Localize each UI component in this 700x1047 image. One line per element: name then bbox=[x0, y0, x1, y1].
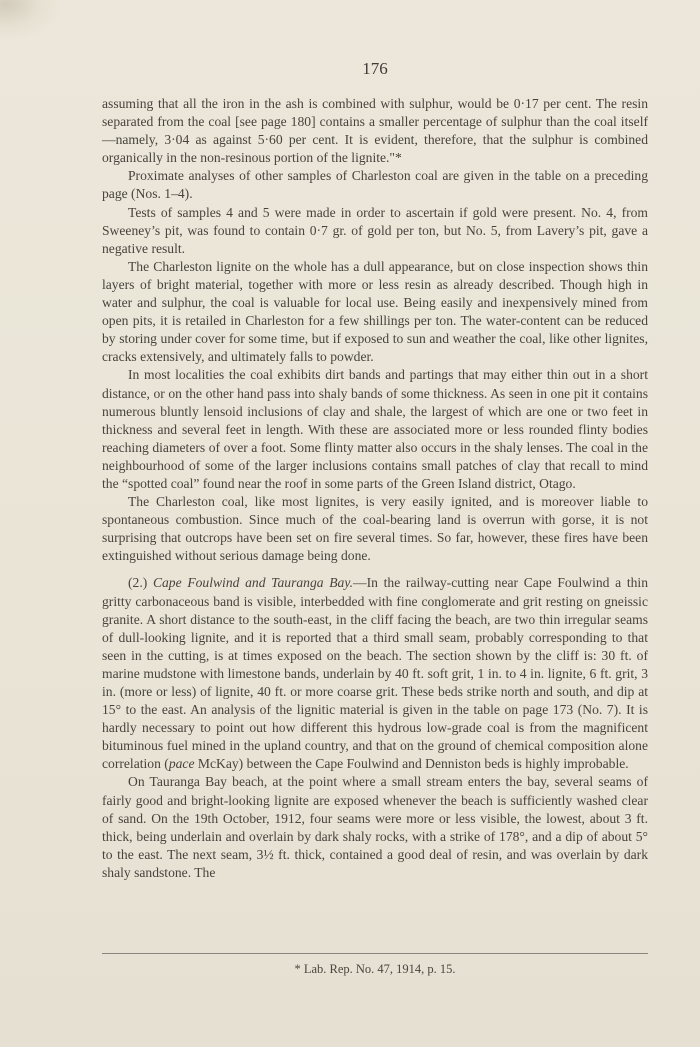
paper-stain bbox=[0, 0, 60, 40]
paragraph-proximate-analyses: Proximate analyses of other samples of Charleston coal are given in the table on a preceding page (Nos. 1–4). bbox=[102, 168, 648, 202]
paragraph-lignite-appearance: The Charleston lignite on the whole has a dull appearance, but on close inspection shows thin layers of bright material, together with more or less resin as already described. Though high in water and sulphur, the coal is valuable for local use. Being easily and inexpensively mined from open pits, it is retailed in Charleston for a few shillings per ton. The water-content can be reduced by storing under cover for some time, but if exposed to sun and weather the coal, like other lignites, cracks extensively, and ultimately falls to powder. bbox=[102, 258, 648, 365]
pace-word: pace bbox=[168, 756, 195, 772]
paragraph-tauranga-bay: On Tauranga Bay beach, at the point where a small stream enters the bay, several seams of fairly good and bright-looking lignite are exposed whenever the beach is sufficiently washed clear of sand. On the 19th October, 1912, four seams were more or less visible, the lowest, about 3 ft. thick, being underlain and overlain by dark shaly rocks, with a strike of 178°, and a dip of about 5° to the east. The next seam, 3½ ft. thick, contained a good deal of resin, and was overlain by dark shaly sandstone. The bbox=[102, 774, 648, 880]
section-heading: Cape Foulwind and Tauranga Bay. bbox=[152, 575, 354, 591]
footnote: * Lab. Rep. No. 47, 1914, p. 15. bbox=[294, 962, 456, 976]
paragraph-combustion: The Charleston coal, like most lignites, is very easily ignited, and is moreover liable to spontaneous combustion. Since much of the coal-bearing land is overrun with gorse, it is not surprising that outcrops have been set on fire several times. So far, however, these fires have been extinguished without serious damage being done. bbox=[102, 494, 648, 564]
body-text bbox=[102, 95, 648, 882]
section-text-part2: McKay) between the Cape Foulwind and Denniston beds is highly improbable. bbox=[194, 756, 629, 772]
section-text-part1: —In the railway-cutting near Cape Foulwind a thin gritty carbonaceous band is visible, interbedded with fine conglomerate and grit resting on gneissic granite. A short distance to the south-east, in the cliff facing the beach, are two thin irregular seams of dull-looking lignite, and it is reported that a third small seam, probably corresponding to that seen in the cutting, is at times exposed on the beach. The section shown by the cliff is: 30 ft. of marine mudstone with limestone bands, underlain by 40 ft. soft grit, 1 in. to 4 in. lignite, 6 ft. grit, 3 in. (more or less) of lignite, 40 ft. or more coarse grit. These beds strike north and south, and dip at 15° to the east. An analysis of the lignitic material is given in the table on page 173 (No. 7). It is hardly necessary to point out how different this hydrous low-grade coal is from the magnificent bituminous fuel mined in the upland country, and that on the ground of chemical composition alone correlation ( bbox=[102, 575, 648, 772]
paragraph-gold-tests: Tests of samples 4 and 5 were made in order to ascertain if gold were present. No. 4, from Sweeney’s pit, was found to contain 0·7 gr. of gold per ton, but No. 5, from Lavery’s pit, gave a negative result. bbox=[102, 204, 648, 256]
page-number: 176 bbox=[362, 59, 388, 78]
paragraph-cape-foulwind bbox=[102, 574, 648, 773]
paragraph-dirt-bands: In most localities the coal exhibits dirt bands and partings that may either thin out in a short distance, or on the other hand pass into shaly bands of some thickness. As seen in one pit it contains numerous bluntly lensoid inclusions of clay and shale, the largest of which are one or two feet in thickness and several feet in length. With these are associated more or less rounded flinty bodies reaching diameters of over a foot. Some flinty matter also occurs in the shaly lenses. The coal in the neighbourhood of some of the larger inclusions contains small patches of clay that recall to mind the “spotted coal” found near the roof in some parts of the Green Island district, Otago. bbox=[102, 367, 648, 491]
section-number: (2.) bbox=[128, 575, 153, 591]
footnote-rule bbox=[102, 953, 648, 954]
paragraph-continued: assuming that all the iron in the ash is combined with sulphur, would be 0·17 per cent. The resin separated from the coal [see page 180] contains a smaller percentage of sulphur than the coal itself—namely, 3·04 as against 5·60 per cent. It is evident, therefore, that the sulphur is combined organically in the non-resinous portion of the lignite."* bbox=[102, 96, 648, 166]
